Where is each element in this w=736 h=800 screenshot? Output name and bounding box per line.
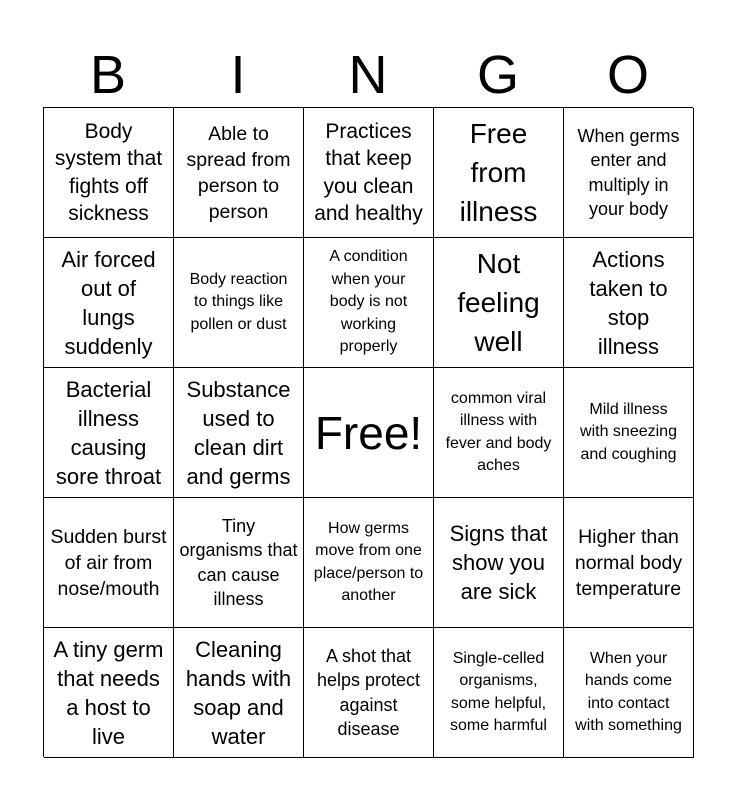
cell-text: A shot that helps protect against disease [316, 645, 421, 739]
bingo-cell[interactable] [564, 108, 694, 238]
bingo-cell[interactable] [564, 368, 694, 498]
bingo-cell[interactable] [564, 628, 694, 758]
cell-text: Signs that show you are sick [449, 521, 548, 604]
bingo-cell[interactable] [174, 108, 304, 238]
bingo-cell[interactable] [434, 368, 564, 498]
bingo-cell[interactable] [304, 108, 434, 238]
bingo-board [43, 107, 693, 757]
cell-text: Sudden burst of air from nose/mouth [50, 525, 167, 600]
cell-text: Practices that keep you clean and healthy [314, 119, 423, 225]
cell-text: A condition when your body is not working properly [329, 248, 408, 356]
header-letter-o: O [606, 45, 649, 105]
cell-text: Mild illness with sneezing and coughing [580, 400, 677, 463]
cell-text: Higher than normal body temperature [574, 525, 683, 600]
cell-text: common viral illness with fever and body aches [445, 389, 552, 474]
header-letter-g: G [476, 45, 519, 105]
header-letter-b: B [89, 45, 127, 105]
cell-text: Single-celled organisms, some helpful, some harmful [450, 649, 547, 734]
cell-text: When your hands come into contact with something [575, 649, 682, 734]
cell-text: Actions taken to stop illness [589, 246, 668, 359]
cell-text: Tiny organisms that can cause illness [179, 515, 298, 609]
cell-text: Body reaction to things like pollen or dust [189, 270, 288, 333]
bingo-cell[interactable] [174, 368, 304, 498]
bingo-cell[interactable] [174, 238, 304, 368]
cell-text: Able to spread from person to person [186, 122, 291, 223]
header-letter-i: I [230, 45, 246, 105]
cell-text: Body system that fights off sickness [54, 119, 163, 225]
bingo-cell[interactable] [564, 238, 694, 368]
bingo-cell[interactable] [174, 498, 304, 628]
bingo-cell-free[interactable] [304, 368, 434, 498]
bingo-cell[interactable] [44, 238, 174, 368]
cell-text: Bacterial illness causing sore throat [55, 376, 162, 489]
cell-text: Free from illness [459, 118, 538, 227]
bingo-cell[interactable] [44, 628, 174, 758]
bingo-header [43, 44, 693, 106]
bingo-cell[interactable] [564, 498, 694, 628]
cell-text: Not feeling well [457, 248, 540, 357]
cell-text: Substance used to clean dirt and germs [186, 376, 291, 489]
bingo-cell[interactable] [44, 368, 174, 498]
cell-text: Air forced out of lungs suddenly [61, 246, 156, 359]
free-space-text: Free! [314, 406, 423, 459]
bingo-cell[interactable] [434, 108, 564, 238]
cell-text: A tiny germ that needs a host to live [53, 636, 164, 749]
bingo-cell[interactable] [434, 238, 564, 368]
header-letter-n: N [348, 45, 388, 105]
cell-text: When germs enter and multiply in your body [577, 125, 680, 219]
bingo-cell[interactable] [174, 628, 304, 758]
bingo-cell[interactable] [304, 238, 434, 368]
bingo-cell[interactable] [434, 628, 564, 758]
bingo-cell[interactable] [304, 628, 434, 758]
cell-text: Cleaning hands with soap and water [185, 636, 292, 749]
cell-text: How germs move from one place/person to another [313, 519, 424, 604]
bingo-cell[interactable] [44, 108, 174, 238]
bingo-cell[interactable] [304, 498, 434, 628]
bingo-cell[interactable] [44, 498, 174, 628]
bingo-cell[interactable] [434, 498, 564, 628]
